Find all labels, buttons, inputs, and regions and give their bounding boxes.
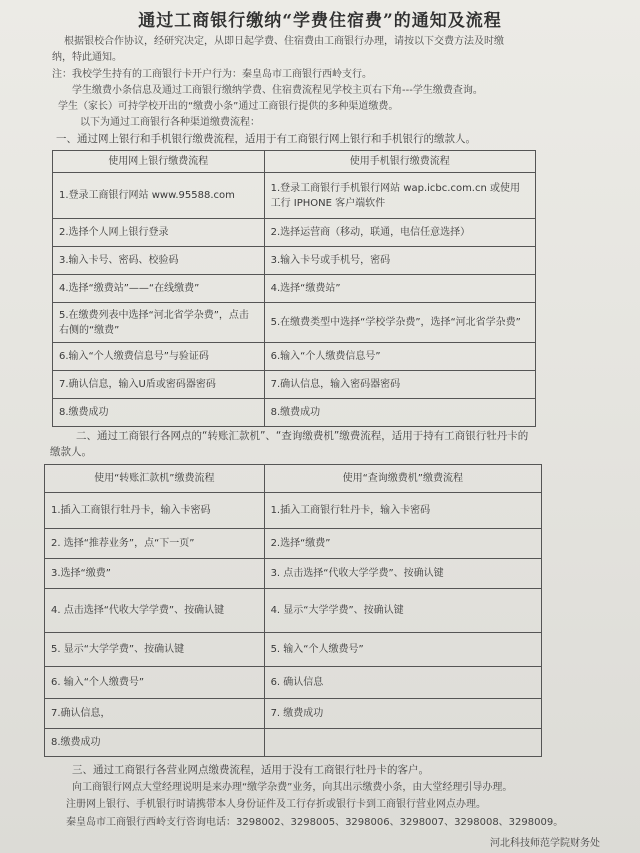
table-cell: 2.选择“缴费” — [264, 529, 541, 559]
page-title: 通过工商银行缴纳“学费住宿费”的通知及流程 — [138, 11, 502, 31]
section-3-heading: 三、通过工商银行各营业网点缴费流程，适用于没有工商银行牡丹卡的客户。 — [72, 764, 429, 776]
table-cell: 6.输入“个人缴费信息号” — [264, 343, 535, 371]
table-cell: 2.选择个人网上银行登录 — [53, 219, 265, 247]
table-row — [45, 633, 542, 667]
table-cell: 3.选择“缴费” — [45, 559, 265, 589]
table-cell: 3.输入卡号、密码、校验码 — [53, 247, 265, 275]
table-cell: 8.缴费成功 — [45, 729, 265, 757]
table-cell: 5.在缴费列表中选择“河北省学杂费”，点击右侧的“缴费” — [53, 303, 265, 343]
table-cell: 6. 确认信息 — [264, 667, 541, 699]
table-cell: 2.选择运营商（移动，联通，电信任意选择） — [264, 219, 535, 247]
table-cell: 7.确认信息，输入密码器密码 — [264, 371, 535, 399]
table-cell: 5. 显示“大学学费”、按确认键 — [45, 633, 265, 667]
table-row — [45, 699, 542, 729]
section-1-heading: 一、通过网上银行和手机银行缴费流程，适用于有工商银行网上银行和手机银行的缴款人。 — [56, 133, 476, 145]
table-row — [53, 343, 536, 371]
table-row — [53, 303, 536, 343]
table-cell: 8.缴费成功 — [53, 399, 265, 427]
table-cell: 2. 选择“推荐业务”，点“下一页” — [45, 529, 265, 559]
table-cell: 1.登录工商银行网站 www.95588.com — [53, 173, 265, 219]
table-row — [53, 247, 536, 275]
table-cell: 7.确认信息，输入U盾或密码器密码 — [53, 371, 265, 399]
intro-line-4: 学生缴费小条信息及通过工商银行缴纳学费、住宿费流程见学校主页右下角---学生缴费查询。 — [72, 85, 483, 96]
table-cell: 5. 输入“个人缴费号” — [264, 633, 541, 667]
table-cell — [264, 729, 541, 757]
table-cell: 7.确认信息， — [45, 699, 265, 729]
table-row — [53, 399, 536, 427]
table-row — [45, 729, 542, 757]
table-row — [45, 493, 542, 529]
table-cell: 8.缴费成功 — [264, 399, 535, 427]
table-row — [45, 529, 542, 559]
table-cell: 4. 显示“大学学费”、按确认键 — [264, 589, 541, 633]
table-cell: 1.插入工商银行牡丹卡，输入卡密码 — [45, 493, 265, 529]
section-2-heading-cont: 缴款人。 — [50, 446, 92, 458]
intro-line-2: 纳，特此通知。 — [52, 52, 122, 63]
intro-line-1: 根据银校合作协议，经研究决定，从即日起学费、住宿费由工商银行办理，请按以下交费方法及时缴 — [64, 36, 504, 47]
intro-line-6: 以下为通过工商银行各种渠道缴费流程： — [80, 117, 260, 128]
table1-header-mobile: 使用手机银行缴费流程 — [264, 151, 535, 173]
table-cell: 3. 点击选择“代收大学学费”、按确认键 — [264, 559, 541, 589]
table-row — [53, 275, 536, 303]
table-cell: 1.登录工商银行手机银行网站 wap.icbc.com.cn 或使用工行 IPHONE 客户端软件 — [264, 173, 535, 219]
section-3-body-2: 注册网上银行、手机银行时请携带本人身份证件及工行存折或银行卡到工商银行营业网点办理。 — [66, 799, 486, 810]
table-cell: 4. 点击选择“代收大学学费”、按确认键 — [45, 589, 265, 633]
online-mobile-banking-table — [52, 150, 536, 427]
consult-phone: 秦皇岛市工商银行西岭支行咨询电话：3298002、3298005、3298006、3298007、3298008、3298009。 — [66, 817, 564, 828]
atm-kiosk-table — [44, 464, 542, 757]
signature: 河北科技师范学院财务处 — [490, 838, 600, 849]
table-row — [53, 173, 536, 219]
table-cell: 4.选择“缴费站”——“在线缴费” — [53, 275, 265, 303]
table2-header-kiosk: 使用“查询缴费机”缴费流程 — [264, 465, 541, 493]
table-row — [45, 589, 542, 633]
section-3-body-1: 向工商银行网点大堂经理说明是来办理“缴学杂费”业务，向其出示缴费小条，由大堂经理引导办理。 — [72, 782, 513, 793]
table-cell: 6.输入“个人缴费信息号”与验证码 — [53, 343, 265, 371]
section-2-heading: 二、通过工商银行各网点的“转账汇款机”、“查询缴费机”缴费流程，适用于持有工商银行牡丹卡的 — [76, 430, 529, 442]
table-cell: 4.选择“缴费站” — [264, 275, 535, 303]
table-cell: 7. 缴费成功 — [264, 699, 541, 729]
table1-header-online: 使用网上银行缴费流程 — [53, 151, 265, 173]
table-row — [53, 219, 536, 247]
table-cell: 6. 输入“个人缴费号” — [45, 667, 265, 699]
table-row — [45, 667, 542, 699]
table-row — [53, 371, 536, 399]
intro-line-5: 学生（家长）可持学校开出的“缴费小条”通过工商银行提供的多种渠道缴费。 — [58, 101, 399, 112]
intro-note: 注：我校学生持有的工商银行卡开户行为：秦皇岛市工商银行西岭支行。 — [52, 69, 372, 80]
table-cell: 1.插入工商银行牡丹卡，输入卡密码 — [264, 493, 541, 529]
table-cell: 3.输入卡号或手机号，密码 — [264, 247, 535, 275]
table-cell: 5.在缴费类型中选择“学校学杂费”，选择“河北省学杂费” — [264, 303, 535, 343]
table-row — [45, 559, 542, 589]
table2-header-transfer: 使用“转账汇款机”缴费流程 — [45, 465, 265, 493]
